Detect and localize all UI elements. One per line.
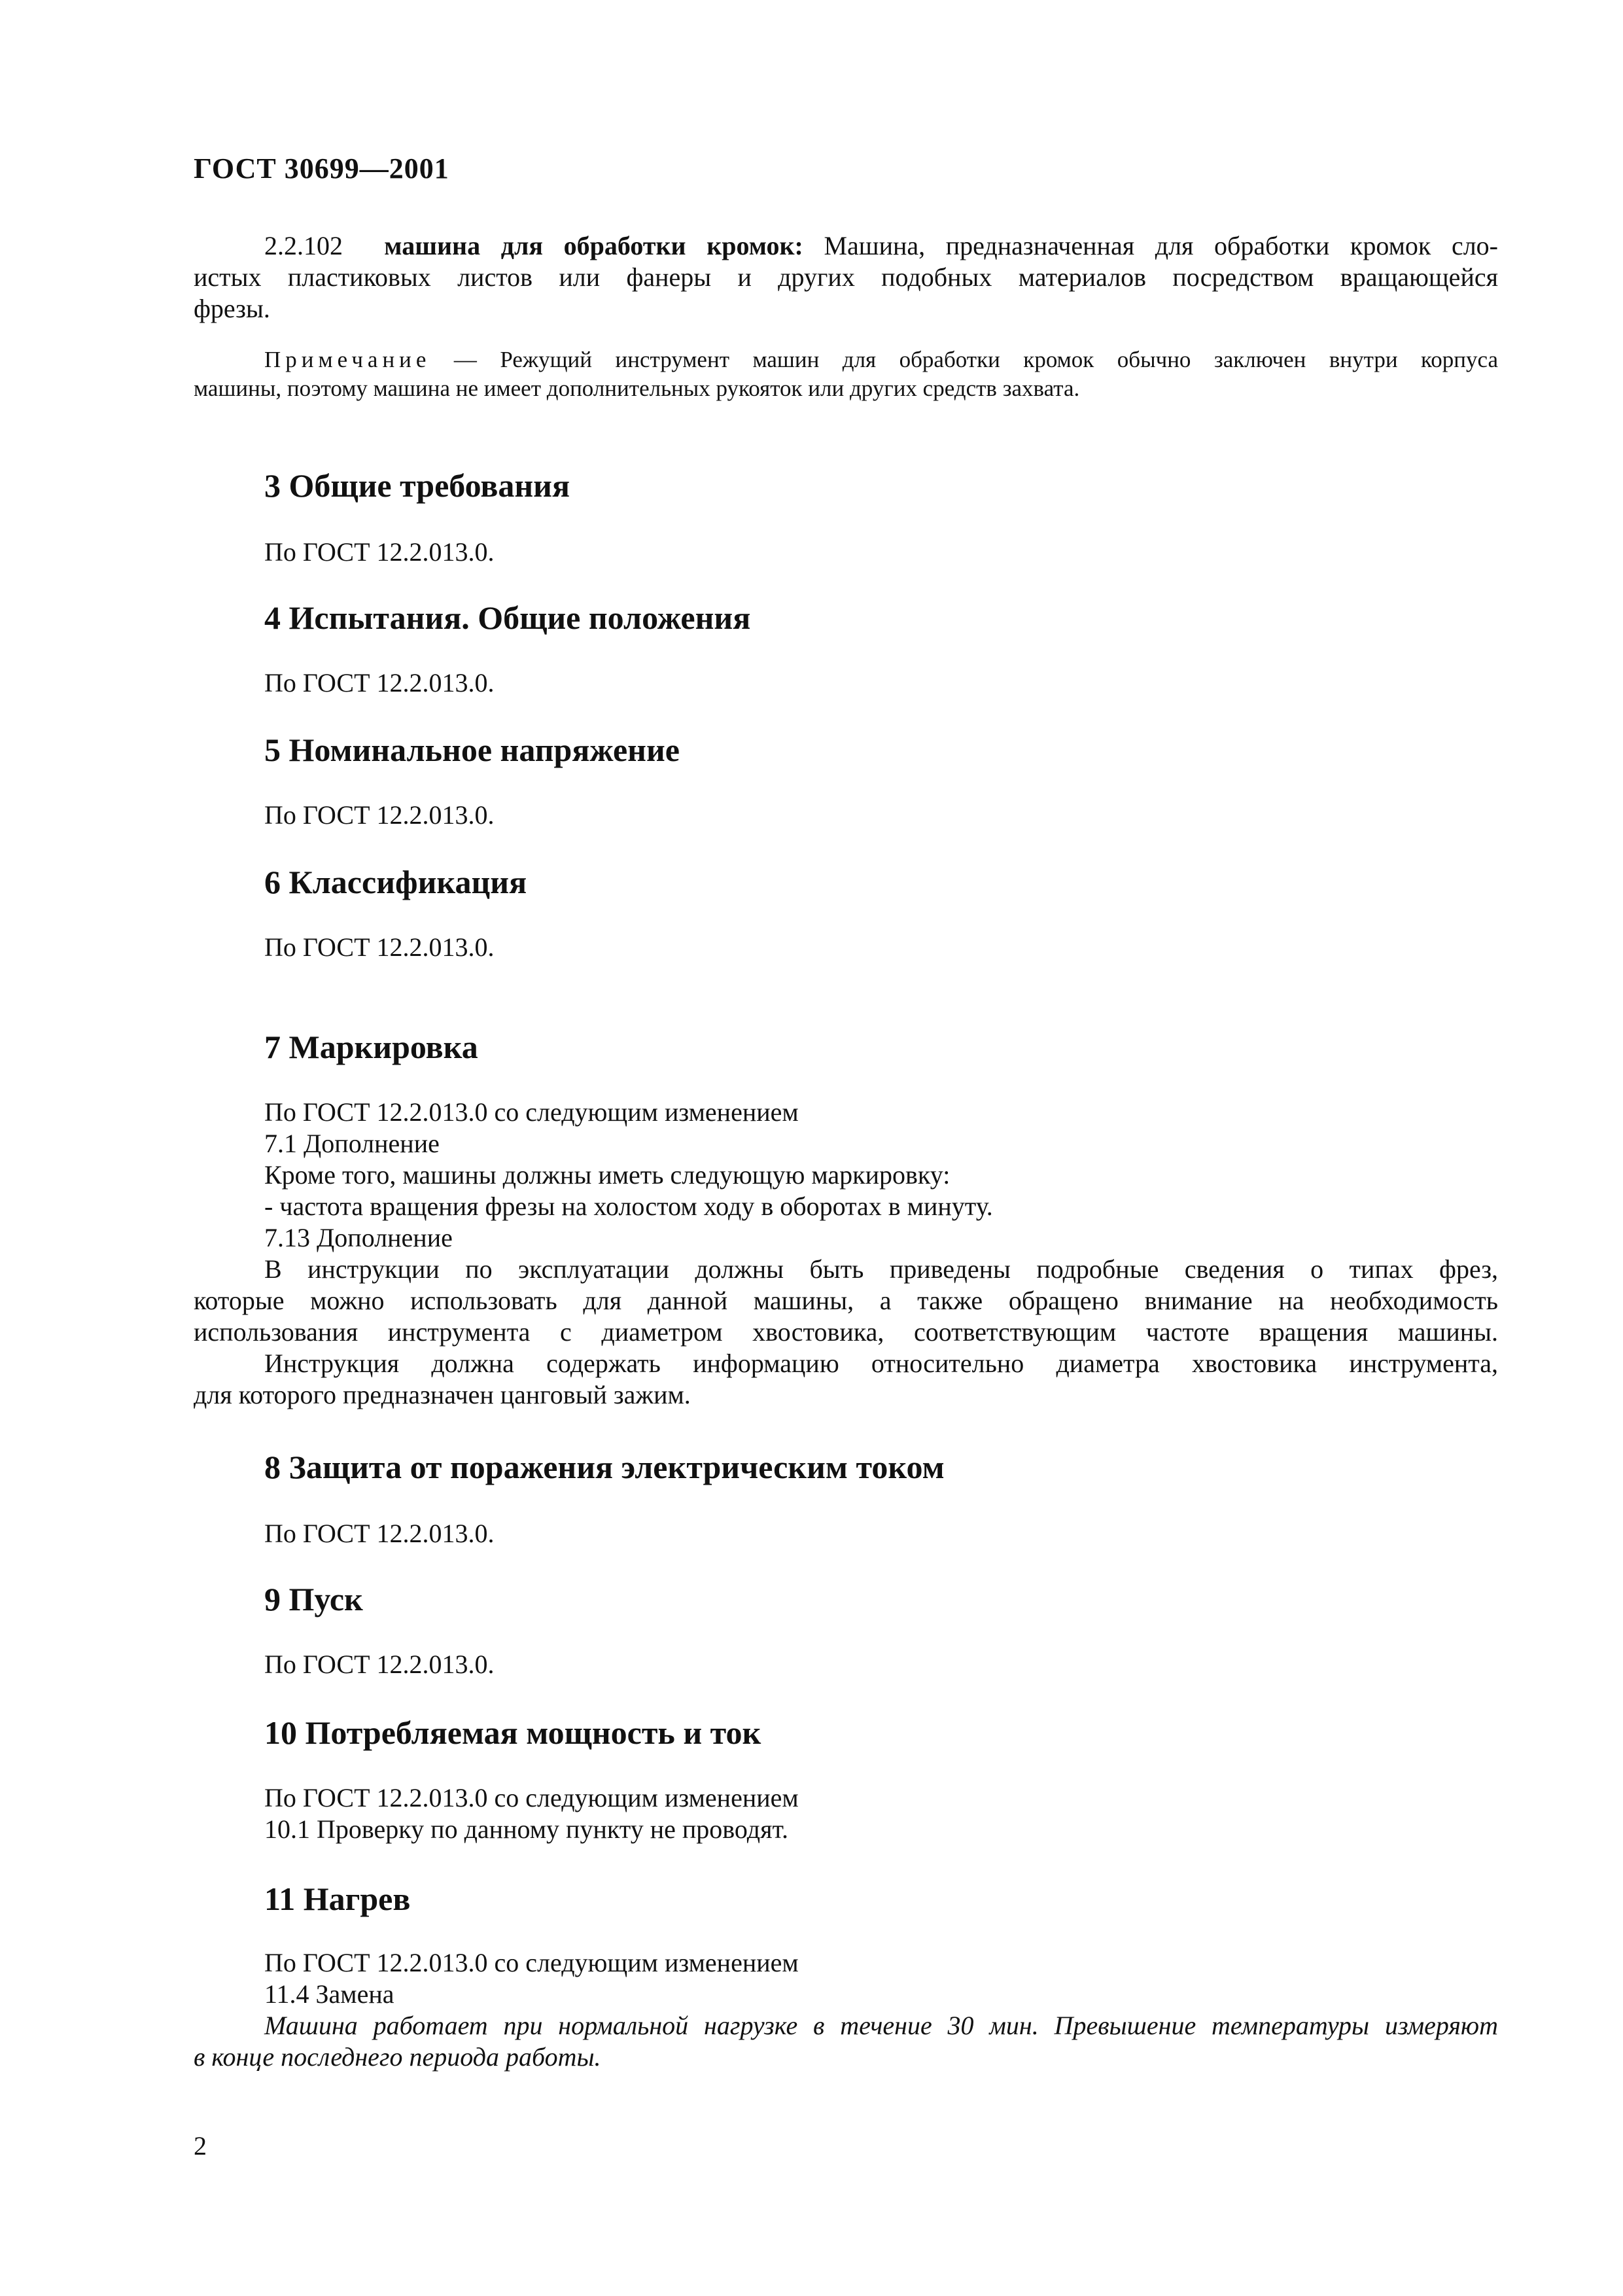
- section-10-line-2: 10.1 Проверку по данному пункту не проводят.: [264, 1814, 788, 1844]
- note-line-1: [264, 345, 1498, 374]
- section-5-body: По ГОСТ 12.2.013.0.: [264, 800, 495, 830]
- section-5-title: 5 Номинальное напряжение: [264, 732, 680, 768]
- definition-term: машина для обработки кромок:: [384, 231, 803, 260]
- section-4-body: По ГОСТ 12.2.013.0.: [264, 668, 495, 698]
- section-10-title: 10 Потребляемая мощность и ток: [264, 1714, 761, 1751]
- note-line-2: машины, поэтому машина не имеет дополнительных рукояток или других средств захвата.: [194, 376, 1080, 401]
- section-3-body: По ГОСТ 12.2.013.0.: [264, 537, 495, 567]
- section-7-line-5: 7.13 Дополнение: [264, 1223, 453, 1252]
- definition-line-1: [264, 230, 1498, 262]
- definition-line-2: истых пластиковых листов или фанеры и других подобных материалов посредством вращающейся: [194, 262, 1498, 292]
- section-7-line-1: По ГОСТ 12.2.013.0 со следующим изменением: [264, 1097, 799, 1127]
- section-9-title: 9 Пуск: [264, 1581, 363, 1617]
- section-11-italic-line-2: в конце последнего периода работы.: [194, 2042, 601, 2072]
- section-3-title: 3 Общие требования: [264, 467, 570, 504]
- section-7-title: 7 Маркировка: [264, 1029, 478, 1065]
- section-7-line-4: - частота вращения фрезы на холостом ходу в оборотах в минуту.: [264, 1192, 993, 1221]
- definition-number: 2.2.102: [264, 231, 343, 260]
- section-7-para1-line-1: В инструкции по эксплуатации должны быть приведены подробные сведения о типах фрез,: [264, 1254, 1498, 1284]
- section-6-body: По ГОСТ 12.2.013.0.: [264, 932, 495, 962]
- definition-line-3: фрезы.: [194, 294, 270, 323]
- section-11-italic-line-1: Машина работает при нормальной нагрузке в течение 30 мин. Превышение температуры измеряют: [264, 2011, 1498, 2040]
- note-text-1: — Режущий инструмент машин для обработки кромок обычно заключен внутри корпуса: [453, 347, 1499, 372]
- page-number: 2: [194, 2131, 207, 2161]
- section-7-para1-line-2: которые можно использовать для данной машины, а также обращено внимание на необходимость: [194, 1286, 1498, 1315]
- section-7-para1-line-3: использования инструмента с диаметром хвостовика, соответствующим частоте вращения машины.: [194, 1317, 1498, 1347]
- section-6-title: 6 Классификация: [264, 864, 527, 900]
- section-10-line-1: По ГОСТ 12.2.013.0 со следующим изменением: [264, 1783, 799, 1812]
- section-7-line-3: Кроме того, машины должны иметь следующую маркировку:: [264, 1160, 951, 1190]
- section-7-para2-line-2: для которого предназначен цанговый зажим.: [194, 1380, 691, 1409]
- definition-text-1: Машина, предназначенная для обработки кромок сло-: [824, 231, 1499, 260]
- section-11-line-2: 11.4 Замена: [264, 1979, 394, 2009]
- section-7-para2-line-1: Инструкция должна содержать информацию относительно диаметра хвостовика инструмента,: [264, 1349, 1498, 1378]
- section-8-body: По ГОСТ 12.2.013.0.: [264, 1519, 495, 1548]
- section-7-line-2: 7.1 Дополнение: [264, 1129, 440, 1158]
- section-9-body: По ГОСТ 12.2.013.0.: [264, 1650, 495, 1679]
- section-11-title: 11 Нагрев: [264, 1881, 411, 1917]
- section-4-title: 4 Испытания. Общие положения: [264, 599, 751, 636]
- section-11-line-1: По ГОСТ 12.2.013.0 со следующим изменением: [264, 1948, 799, 1977]
- document-header: ГОСТ 30699—2001: [194, 152, 449, 185]
- note-label: Примечание: [264, 347, 431, 372]
- section-8-title: 8 Защита от поражения электрическим током: [264, 1449, 945, 1485]
